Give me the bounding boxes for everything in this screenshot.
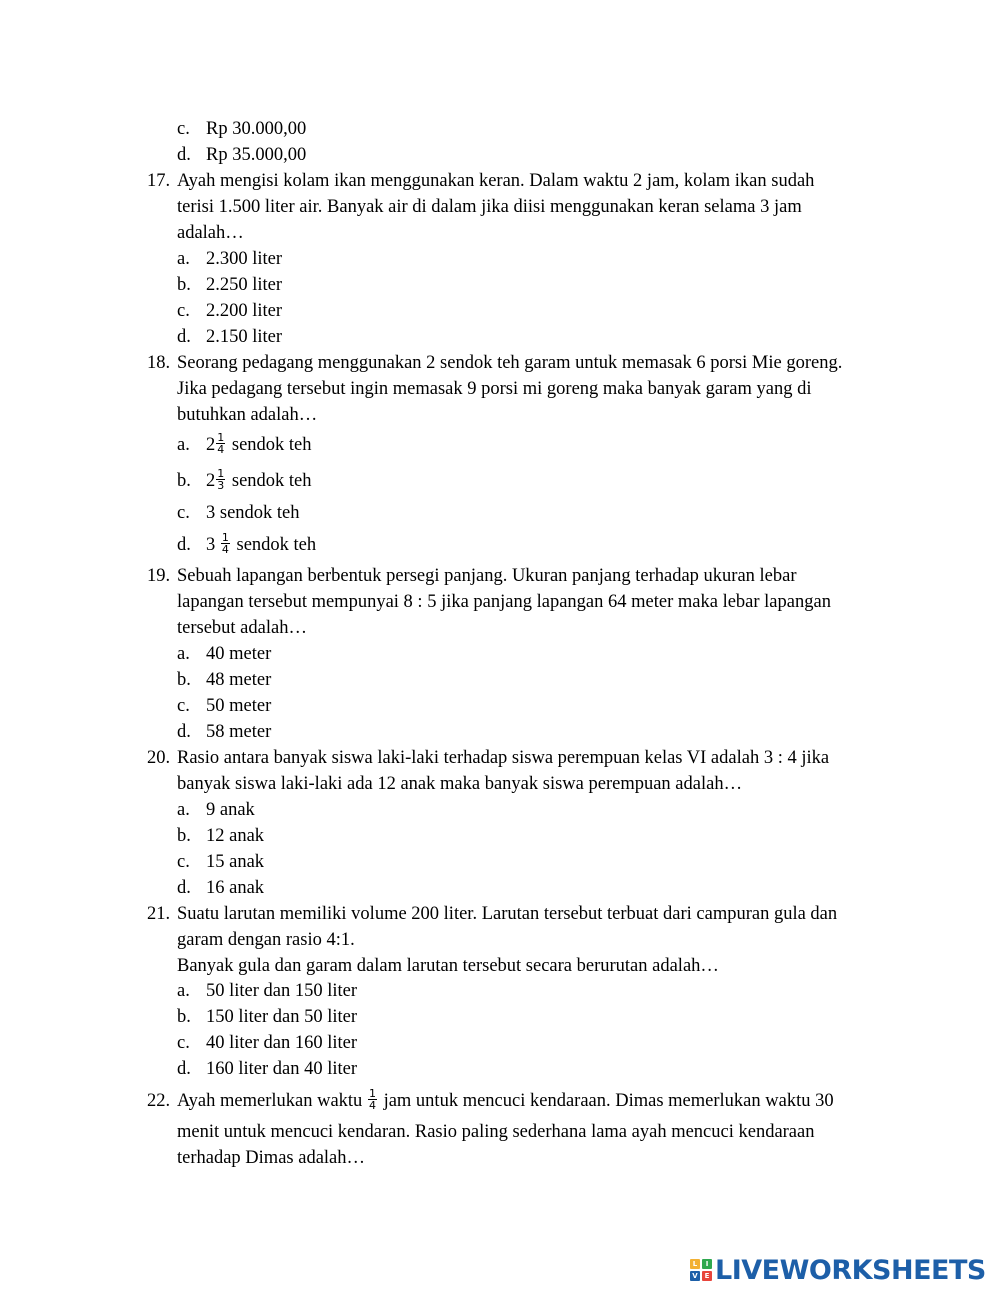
option-letter: c. — [177, 696, 190, 716]
fraction — [216, 432, 225, 455]
question-number: 17. — [147, 171, 171, 191]
option-letter: b. — [177, 670, 191, 690]
fraction-numerator: 1 — [368, 1087, 376, 1101]
question-text: Sebuah lapangan berbentuk persegi panjang. Ukuran panjang terhadap ukuran lebar — [177, 566, 797, 586]
question-text: Rasio antara banyak siswa laki-laki terhadap siswa perempuan kelas VI adalah 3 : 4 jika — [177, 748, 830, 768]
option-text: Rp 30.000,00 — [206, 119, 307, 139]
option-text: 40 meter — [206, 644, 272, 664]
option-letter: c. — [177, 1033, 190, 1053]
question-text: Suatu larutan memiliki volume 200 liter. Larutan tersebut terbuat dari campuran gula dan — [177, 904, 838, 924]
option-letter: d. — [177, 327, 191, 347]
fraction-numerator: 1 — [217, 467, 225, 481]
question-text: tersebut adalah… — [177, 618, 307, 638]
option-text: 2.150 liter — [206, 327, 283, 347]
option-text: 160 liter dan 40 liter — [206, 1059, 358, 1079]
logo-mark-letter: L — [690, 1259, 700, 1269]
question-text: garam dengan rasio 4:1. — [177, 930, 355, 950]
option-letter: a. — [177, 249, 190, 269]
option-letter: a. — [177, 644, 190, 664]
option-text: 2.200 liter — [206, 301, 283, 321]
question-text: butuhkan adalah… — [177, 405, 318, 425]
option-letter: b. — [177, 275, 191, 295]
option-mixed-fraction — [206, 531, 317, 557]
option-text: 2.300 liter — [206, 249, 283, 269]
option-mixed-fraction — [206, 467, 312, 493]
question-text: Jika pedagang tersebut ingin memasak 9 porsi mi goreng maka banyak garam yang di — [177, 379, 812, 399]
option-text: Rp 35.000,00 — [206, 145, 307, 165]
question-text: adalah… — [177, 223, 244, 243]
option-letter: a. — [177, 800, 190, 820]
option-mixed-fraction — [206, 431, 312, 457]
fraction — [221, 532, 230, 555]
question-text: lapangan tersebut mempunyai 8 : 5 jika panjang lapangan 64 meter maka lebar lapangan — [177, 592, 831, 612]
option-text: 16 anak — [206, 878, 265, 898]
question-text-after: jam untuk mencuci kendaraan. Dimas memerlukan waktu 30 — [383, 1091, 834, 1111]
option-letter: c. — [177, 852, 190, 872]
option-text: 150 liter dan 50 liter — [206, 1007, 358, 1027]
option-letter: c. — [177, 503, 190, 523]
question-text: Seorang pedagang menggunakan 2 sendok teh garam untuk memasak 6 porsi Mie goreng. — [177, 353, 843, 373]
option-letter: d. — [177, 535, 191, 555]
option-text: sendok teh — [231, 471, 312, 491]
question-text — [177, 1087, 834, 1113]
question-text: Banyak gula dan garam dalam larutan tersebut secara berurutan adalah… — [177, 956, 719, 976]
fraction-numerator: 1 — [221, 531, 229, 545]
fraction — [368, 1088, 377, 1111]
fraction — [216, 468, 225, 491]
question-number: 18. — [147, 353, 171, 373]
option-letter: a. — [177, 981, 190, 1001]
option-letter: a. — [177, 435, 190, 455]
logo-mark-letter: I — [702, 1259, 712, 1269]
option-text: 15 anak — [206, 852, 265, 872]
option-text: sendok teh — [236, 535, 317, 555]
logo-mark-letter: E — [702, 1271, 712, 1281]
question-text-before: Ayah memerlukan waktu — [177, 1091, 363, 1111]
option-letter: d. — [177, 878, 191, 898]
question-text: menit untuk mencuci kendaran. Rasio paling sederhana lama ayah mencuci kendaraan — [177, 1122, 815, 1142]
option-letter: c. — [177, 119, 190, 139]
liveworksheets-logo — [690, 1255, 986, 1285]
fraction-denominator: 3 — [217, 479, 225, 493]
logo-mark-letter: V — [690, 1271, 700, 1281]
option-letter: d. — [177, 722, 191, 742]
option-letter: b. — [177, 826, 191, 846]
option-letter: d. — [177, 1059, 191, 1079]
option-text: sendok teh — [231, 435, 312, 455]
option-text: 12 anak — [206, 826, 265, 846]
fraction-numerator: 1 — [217, 431, 225, 445]
option-text: 3 sendok teh — [206, 503, 300, 523]
option-letter: b. — [177, 1007, 191, 1027]
option-text: 2.250 liter — [206, 275, 283, 295]
question-text: terhadap Dimas adalah… — [177, 1148, 366, 1168]
question-number: 22. — [147, 1091, 171, 1111]
fraction-whole: 2 — [206, 471, 216, 491]
question-number: 19. — [147, 566, 171, 586]
fraction-denominator: 4 — [217, 443, 225, 457]
question-text: terisi 1.500 liter air. Banyak air di dalam jika diisi menggunakan keran selama 3 jam — [177, 197, 802, 217]
fraction-whole: 3 — [206, 535, 216, 555]
option-text: 40 liter dan 160 liter — [206, 1033, 358, 1053]
option-letter: b. — [177, 471, 191, 491]
option-letter: c. — [177, 301, 190, 321]
question-number: 20. — [147, 748, 171, 768]
question-number: 21. — [147, 904, 171, 924]
option-text: 50 meter — [206, 696, 272, 716]
fraction-denominator: 4 — [368, 1099, 376, 1113]
option-letter: d. — [177, 145, 191, 165]
option-text: 48 meter — [206, 670, 272, 690]
option-text: 50 liter dan 150 liter — [206, 981, 358, 1001]
option-text: 58 meter — [206, 722, 272, 742]
question-text: Ayah mengisi kolam ikan menggunakan keran. Dalam waktu 2 jam, kolam ikan sudah — [177, 171, 815, 191]
option-text: 9 anak — [206, 800, 255, 820]
logo-mark-icon — [690, 1259, 712, 1281]
question-text: banyak siswa laki-laki ada 12 anak maka banyak siswa perempuan adalah… — [177, 774, 743, 794]
fraction-denominator: 4 — [221, 543, 229, 557]
logo-text: LIVEWORKSHEETS — [715, 1254, 986, 1286]
fraction-whole: 2 — [206, 435, 216, 455]
